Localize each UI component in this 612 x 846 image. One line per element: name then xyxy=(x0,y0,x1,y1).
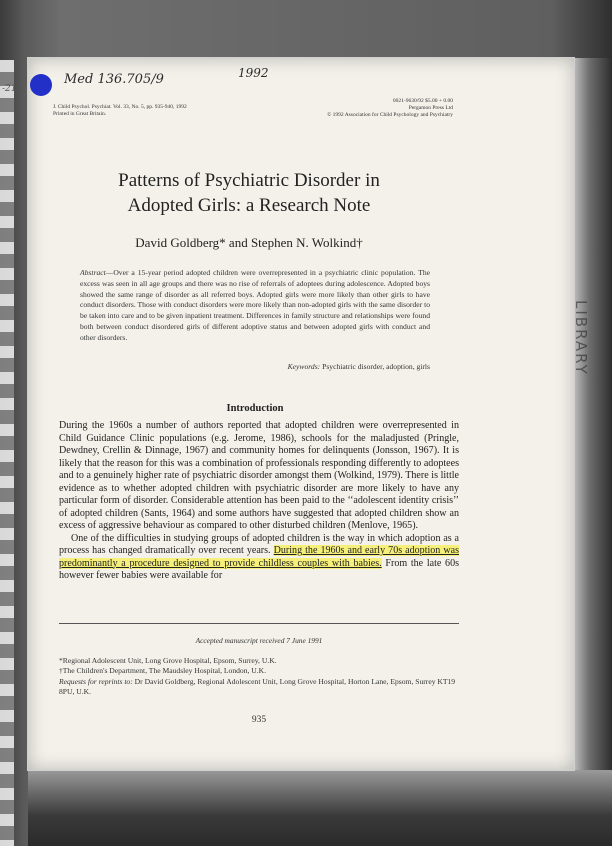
keywords xyxy=(230,362,430,371)
handwritten-year: 1992 xyxy=(238,66,269,80)
keywords-text: Psychiatric disorder, adoption, girls xyxy=(322,362,430,371)
margin-mark: -21 xyxy=(2,84,17,94)
title-line-2: Adopted Girls: a Research Note xyxy=(127,195,371,216)
binder-holes xyxy=(0,60,14,846)
printed-in: Printed in Great Britain. xyxy=(53,111,107,117)
handwritten-reference: Med 136.705/9 xyxy=(64,72,164,87)
library-stamp: LIBRARY xyxy=(572,300,590,376)
page-number: 935 xyxy=(251,715,267,725)
paragraph-1: During the 1960s a number of authors reported that adopted children were overrepresented in Child Guidance Clinic populations (e.g. Jerome, 1986), schools for the maladjusted (Pringle, Dewdney, Crellin & Dinnage, 1967) and community homes for delinquents (Jonsson, 1967). It is likely that the reason for this was a combination of professionals responding differently to adoptees and to a genuinely higher rate of psychiatric disorder amongst them (Wolkind, 1979). There is little evidence as to whether adopted children with psychiatric disorder are more likely to have any particular form of disorder. Considerable attention has been paid to the ‘‘adolescent identity crisis’’ of adopted children (Sants, 1964) and some authors have suggested that adopted children show an excess of aggressive behaviour as compared to other disturbed children (Menlove, 1965). xyxy=(59,420,459,531)
paper-title xyxy=(60,168,438,218)
section-heading: Introduction xyxy=(226,403,284,414)
paragraph-2-start: One of the difficulties in studying groups of adopted children is the way in which adoption as a process has changed dramatically over recent years. xyxy=(59,532,459,556)
journal-citation: J. Child Psychol. Psychiat. Vol. 33, No. 5, pp. 935-940, 1992 xyxy=(53,104,187,110)
body-text xyxy=(59,420,459,583)
blue-dot-sticker xyxy=(30,74,52,96)
paragraph-2-end: From the late 60s however fewer babies were available for xyxy=(59,557,460,581)
page-edge-shadow-bottom xyxy=(28,770,612,846)
reprints-label: Requests for reprints to: xyxy=(59,677,133,686)
authors: David Goldberg* and Stephen N. Wolkind† xyxy=(135,235,363,250)
paragraph-2 xyxy=(59,533,459,583)
accepted-date: Accepted manuscript received 7 June 1991 xyxy=(195,636,323,645)
footnote-divider xyxy=(59,623,459,624)
reprints-text: Dr David Goldberg, Regional Adolescent Unit, Long Grove Hospital, Horton Lane, Epsom, Surrey KT19 8PU, U.K. xyxy=(59,677,456,696)
abstract xyxy=(80,268,430,344)
title-line-1: Patterns of Psychiatric Disorder in xyxy=(118,170,380,191)
copyright: © 1992 Association for Child Psychology and Psychiatry xyxy=(327,112,453,118)
highlighted-sentence: During the 1960s and early 70s adoption was predominantly a procedure designed to provide childless couples with babies. xyxy=(59,545,459,569)
issn-price: 0021-9630/92 $5.00 + 0.00 xyxy=(392,98,453,104)
footnote-reprints xyxy=(59,677,469,697)
footnote-affiliation-1: *Regional Adolescent Unit, Long Grove Hospital, Epsom, Surrey, U.K. xyxy=(59,656,277,665)
keywords-label: Keywords: xyxy=(287,362,321,371)
abstract-label: Abstract xyxy=(80,268,106,277)
publisher: Pergamon Press Ltd xyxy=(408,105,453,111)
abstract-text: —Over a 15-year period adopted children were overrepresented in a psychiatric clinic population. The excess was seen in all age groups and there was no rise of referrals of adoptees during adolescence. Adopted boys showed the same range of disorder as all referred boys. Adopted girls were more likely than other girls to have conduct disorders. Those with conduct disorders were more likely than non-adopted girls with the same disorder to be taken into care and to be given inpatient treatment. Differences in family structure and relationships were found both between conduct disordered girls of different adoptive status and between adopted girls with conduct and other disorders. xyxy=(80,268,430,342)
footnote-affiliation-2: †The Children's Department, The Maudsley Hospital, London, U.K. xyxy=(59,666,267,675)
